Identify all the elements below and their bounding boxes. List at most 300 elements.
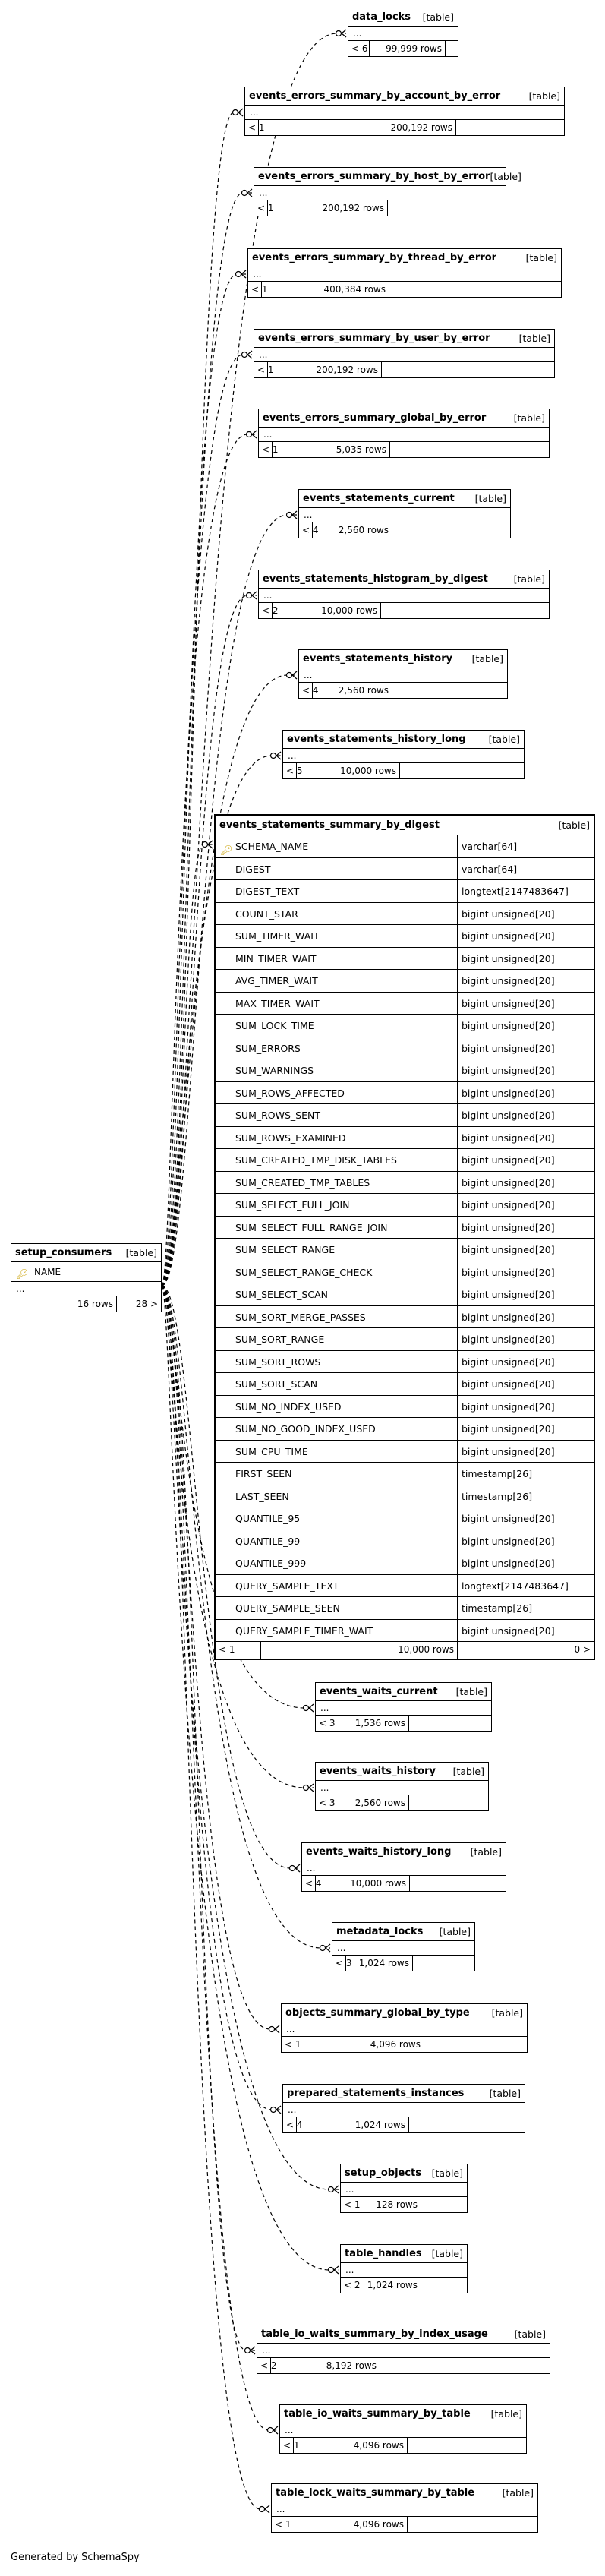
children-count	[389, 282, 561, 297]
column-name-cell	[216, 1059, 458, 1081]
table-type: [table]	[528, 90, 560, 102]
parents-count: < 4	[302, 1876, 316, 1891]
column-type: bigint unsigned[20]	[462, 975, 555, 987]
column-name-cell	[216, 1530, 458, 1552]
ellipsis-row: ...	[316, 1781, 488, 1795]
column-type: bigint unsigned[20]	[462, 908, 555, 920]
crowfoot-line	[295, 1868, 300, 1872]
crowfoot-line	[251, 2347, 255, 2350]
ellipsis-row: ...	[248, 267, 561, 282]
column-list	[216, 835, 594, 1642]
ellipsis-row: ...	[280, 2423, 526, 2438]
column-name: AVG_TIMER_WAIT	[235, 975, 318, 987]
column-name: DIGEST	[235, 863, 271, 875]
table-events-waits-history-long[interactable]	[301, 1842, 506, 1892]
column-row	[216, 1059, 594, 1082]
generated-by-note: Generated by SchemaSpy	[11, 2552, 140, 2563]
table-footer	[272, 2517, 537, 2532]
primary-key-icon: 🔑︎	[220, 845, 233, 857]
parents-count: < 3	[316, 1795, 329, 1810]
ellipsis-row: ...	[282, 2022, 527, 2037]
table-footer	[11, 1296, 161, 1312]
crowfoot-marker	[245, 2348, 251, 2353]
parents-count: < 1	[254, 200, 268, 216]
column-row	[216, 903, 594, 926]
parents-count: < 1	[341, 2197, 354, 2212]
crowfoot-line	[309, 1708, 314, 1712]
column-type: bigint unsigned[20]	[462, 1289, 555, 1300]
column-type: timestamp[26]	[462, 1602, 533, 1614]
crowfoot-marker	[336, 31, 342, 36]
crowfoot-marker	[271, 753, 276, 759]
column-type: bigint unsigned[20]	[462, 1065, 555, 1076]
ellipsis-row: ...	[11, 1282, 161, 1296]
crowfoot-marker	[247, 593, 252, 598]
children-count	[408, 2517, 537, 2532]
table-type: [table]	[431, 2248, 463, 2259]
table-name: prepared_statements_instances	[287, 2088, 465, 2099]
crowfoot-line	[265, 2505, 269, 2509]
table-name: events_statements_current	[303, 493, 455, 504]
crowfoot-line	[276, 756, 281, 759]
column-name: SUM_SELECT_RANGE	[235, 1244, 336, 1255]
table-table-lock-waits-summary-by-table[interactable]	[271, 2483, 538, 2533]
column-row	[216, 1261, 594, 1284]
column-type: bigint unsigned[20]	[462, 1535, 555, 1547]
table-events-statements-history[interactable]	[298, 649, 508, 699]
table-header	[248, 249, 561, 267]
children-count	[421, 2278, 467, 2293]
table-type: [table]	[513, 412, 545, 424]
table-footer	[302, 1876, 506, 1891]
column-name: SUM_ROWS_SENT	[235, 1110, 321, 1121]
table-name: setup_consumers	[15, 1247, 112, 1258]
crowfoot-line	[292, 515, 297, 519]
column-row	[216, 1441, 594, 1463]
column-row	[216, 1530, 594, 1553]
column-row	[216, 925, 594, 948]
table-footer	[283, 2117, 525, 2132]
ellipsis-row: ...	[272, 2502, 537, 2517]
table-name: events_statements_histogram_by_digest	[263, 573, 488, 585]
column-name: COUNT_STAR	[235, 908, 298, 920]
crowfoot-line	[208, 841, 213, 844]
table-events-statements-histogram-by-digest[interactable]	[258, 570, 550, 619]
column-row	[216, 1463, 594, 1485]
ellipsis-row: ...	[259, 428, 549, 442]
column-row	[216, 970, 594, 993]
table-header	[341, 2245, 467, 2263]
row-count: 10,000 rows	[316, 1876, 410, 1891]
row-count: 4,096 rows	[295, 2037, 424, 2052]
table-header	[299, 650, 507, 668]
column-type: varchar[64]	[462, 863, 518, 875]
crowfoot-line	[273, 2426, 278, 2430]
crowfoot-marker	[203, 842, 208, 848]
parents-count: < 1	[245, 120, 259, 135]
table-header	[332, 1923, 474, 1941]
column-name: SUM_ROWS_AFFECTED	[235, 1087, 345, 1099]
column-row	[216, 1239, 594, 1261]
ellipsis-row: ...	[245, 106, 564, 120]
crowfoot-line	[309, 1784, 314, 1788]
column-name: DIGEST_TEXT	[235, 886, 300, 897]
row-count: 2,560 rows	[313, 683, 392, 698]
column-name-cell	[216, 948, 458, 970]
crowfoot-line	[276, 752, 281, 756]
table-setup-objects[interactable]	[340, 2164, 468, 2213]
crowfoot-line	[247, 189, 252, 193]
table-events-statements-current[interactable]	[298, 489, 511, 538]
row-count: 4,096 rows	[294, 2438, 408, 2453]
children-count	[400, 763, 524, 778]
column-name-cell	[216, 1351, 458, 1373]
children-count	[409, 2117, 525, 2132]
table-events-errors-summary-by-user-by-error[interactable]	[254, 329, 555, 378]
column-name-cell	[216, 1597, 458, 1619]
table-header	[316, 1763, 488, 1781]
column-row	[216, 993, 594, 1015]
crowfoot-line	[326, 1948, 330, 1952]
table-table-handles[interactable]	[340, 2244, 468, 2293]
column-row	[216, 1306, 594, 1329]
children-count	[421, 2197, 467, 2212]
table-events-errors-summary-by-thread-by-error[interactable]	[247, 248, 562, 298]
table-header	[259, 409, 549, 428]
column-name: SUM_LOCK_TIME	[235, 1020, 314, 1031]
crowfoot-line	[275, 2029, 279, 2033]
table-name: events_errors_summary_by_user_by_error	[258, 333, 490, 344]
column-name-cell	[216, 1217, 458, 1239]
children-count	[413, 1956, 474, 1971]
column-name-cell	[216, 903, 458, 925]
column-type: bigint unsigned[20]	[462, 1154, 555, 1166]
parents-count: < 1	[259, 442, 273, 457]
column-name: SUM_SORT_MERGE_PASSES	[235, 1311, 366, 1323]
column-type: bigint unsigned[20]	[462, 1400, 555, 1413]
table-header	[257, 2325, 550, 2344]
children-count	[408, 2438, 526, 2453]
crowfoot-line	[252, 595, 257, 599]
table-footer	[282, 2037, 527, 2052]
column-name: MAX_TIMER_WAIT	[235, 997, 320, 1009]
table-type: [table]	[474, 493, 506, 504]
table-name: events_errors_summary_by_thread_by_error	[252, 252, 497, 264]
table-name: events_waits_current	[320, 1686, 438, 1697]
column-name: SUM_SORT_SCAN	[235, 1378, 318, 1390]
ellipsis-row: ...	[299, 668, 507, 683]
column-name: SUM_SORT_ROWS	[235, 1356, 321, 1368]
children-count	[392, 522, 510, 538]
column-name-cell	[216, 1194, 458, 1216]
table-footer	[316, 1795, 488, 1810]
column-name: SUM_ERRORS	[235, 1042, 301, 1054]
crowfoot-line	[326, 1944, 330, 1948]
table-type: [table]	[431, 2167, 463, 2179]
column-type: bigint unsigned[20]	[462, 1378, 555, 1390]
table-events-statements-summary-by-digest[interactable]	[214, 814, 595, 1660]
column-name: NAME	[34, 1267, 61, 1277]
pk-column-row	[11, 1262, 161, 1282]
column-name-cell	[216, 970, 458, 992]
column-name-cell	[216, 1620, 458, 1642]
crowfoot-line	[247, 193, 252, 197]
table-name: events_errors_summary_by_host_by_error	[258, 171, 490, 182]
column-name-cell	[216, 1373, 458, 1395]
parents-count: < 6	[348, 41, 370, 56]
column-row	[216, 1149, 594, 1172]
column-type: timestamp[26]	[462, 1468, 533, 1479]
table-type: [table]	[489, 2088, 521, 2099]
column-type: bigint unsigned[20]	[462, 1132, 555, 1144]
row-count: 4,096 rows	[285, 2517, 408, 2532]
column-name-cell	[216, 1575, 458, 1597]
column-name-cell	[216, 1104, 458, 1126]
column-row	[216, 948, 594, 971]
crowfoot-marker	[320, 1946, 326, 1951]
row-count: 8,192 rows	[271, 2358, 380, 2373]
table-metadata-locks[interactable]	[332, 1922, 475, 1971]
table-events-errors-summary-by-host-by-error[interactable]	[254, 167, 521, 216]
column-row	[216, 1104, 594, 1127]
parents-count	[11, 1296, 55, 1312]
column-name: SUM_NO_INDEX_USED	[235, 1400, 342, 1413]
column-name-cell	[216, 1261, 458, 1283]
table-type: [table]	[439, 1926, 471, 1937]
table-events-statements-history-long[interactable]	[282, 730, 525, 779]
ellipsis-row: ...	[283, 2103, 525, 2117]
table-header	[341, 2164, 467, 2183]
crowfoot-marker	[247, 432, 252, 437]
parents-count: < 2	[341, 2278, 354, 2293]
crowfoot-line	[295, 1864, 300, 1868]
table-footer	[216, 1642, 594, 1659]
table-footer	[341, 2197, 467, 2212]
column-row	[216, 1015, 594, 1037]
crowfoot-marker	[290, 1866, 295, 1871]
row-count: 10,000 rows	[297, 763, 400, 778]
table-footer	[316, 1716, 491, 1731]
column-row	[216, 1217, 594, 1239]
column-row	[216, 858, 594, 881]
table-type: [table]	[558, 819, 590, 831]
crowfoot-marker	[304, 1785, 309, 1791]
parents-count: < 5	[283, 763, 297, 778]
column-name: SCHEMA_NAME	[235, 841, 309, 852]
column-name: LAST_SEEN	[235, 1490, 289, 1502]
crowfoot-marker	[271, 2107, 276, 2113]
row-count: 10,000 rows	[273, 603, 381, 618]
table-prepared-statements-instances[interactable]	[282, 2084, 525, 2133]
crowfoot-line	[342, 30, 346, 33]
ellipsis-row: ...	[332, 1941, 474, 1956]
row-count: 16 rows	[55, 1296, 117, 1312]
table-name: events_waits_history	[320, 1766, 436, 1777]
table-data-locks[interactable]	[348, 8, 458, 57]
table-footer	[283, 763, 524, 778]
column-name-cell	[216, 1396, 458, 1418]
column-name: SUM_SELECT_RANGE_CHECK	[235, 1266, 373, 1278]
row-count: 200,192 rows	[268, 362, 382, 377]
column-type: bigint unsigned[20]	[462, 1423, 555, 1435]
column-type: bigint unsigned[20]	[462, 1199, 555, 1211]
table-header	[254, 330, 554, 348]
table-type: [table]	[490, 2408, 522, 2420]
table-events-errors-summary-by-account-by-error[interactable]	[244, 87, 565, 136]
table-objects-summary-global-by-type[interactable]	[281, 2003, 528, 2053]
crowfoot-marker	[242, 352, 247, 358]
crowfoot-line	[238, 109, 243, 112]
table-footer	[348, 41, 458, 56]
column-type: bigint unsigned[20]	[462, 930, 555, 942]
row-count: 1,536 rows	[329, 1716, 409, 1731]
column-name-cell	[216, 1149, 458, 1171]
column-name-cell	[216, 880, 458, 902]
column-type: longtext[2147483647]	[462, 1580, 569, 1592]
column-row	[216, 1172, 594, 1195]
column-type: bigint unsigned[20]	[462, 1042, 555, 1054]
column-type: bigint unsigned[20]	[462, 1244, 555, 1255]
column-type: bigint unsigned[20]	[462, 1311, 555, 1323]
table-type: [table]	[514, 2328, 546, 2340]
children-count	[446, 41, 458, 56]
crowfoot-marker	[236, 272, 241, 277]
parents-count: < 4	[283, 2117, 297, 2132]
parents-count: < 3	[332, 1956, 346, 1971]
crowfoot-line	[252, 434, 257, 438]
column-type: bigint unsigned[20]	[462, 997, 555, 1009]
column-row	[216, 1575, 594, 1598]
parents-count: < 1	[272, 2517, 285, 2532]
column-row	[216, 1552, 594, 1575]
ellipsis-row: ...	[283, 749, 524, 763]
table-type: [table]	[455, 1686, 487, 1697]
ellipsis-row: ...	[348, 27, 458, 41]
table-header	[283, 731, 524, 749]
table-name: events_statements_history_long	[287, 734, 466, 745]
crowfoot-line	[275, 2025, 279, 2029]
table-events-errors-summary-global-by-error[interactable]	[258, 409, 550, 458]
column-type: bigint unsigned[20]	[462, 1266, 555, 1278]
table-table-io-waits-summary-by-table[interactable]	[279, 2404, 527, 2454]
column-type: bigint unsigned[20]	[462, 1334, 555, 1345]
table-type: [table]	[488, 734, 520, 745]
column-row	[216, 1127, 594, 1150]
table-header	[316, 1683, 491, 1701]
table-header	[272, 2484, 537, 2502]
ellipsis-row: ...	[341, 2183, 467, 2197]
column-type: bigint unsigned[20]	[462, 1558, 555, 1569]
row-count: 200,192 rows	[268, 200, 388, 216]
row-count: 1,024 rows	[346, 1956, 413, 1971]
crowfoot-line	[342, 33, 346, 37]
crowfoot-line	[334, 2270, 339, 2274]
column-type: bigint unsigned[20]	[462, 1513, 555, 1524]
column-type: bigint unsigned[20]	[462, 1445, 555, 1457]
crowfoot-marker	[269, 2027, 275, 2032]
column-name: QUANTILE_99	[235, 1535, 301, 1547]
table-header	[254, 168, 521, 186]
crowfoot-line	[241, 274, 246, 278]
table-events-waits-history[interactable]	[315, 1762, 489, 1811]
column-row	[216, 1485, 594, 1508]
table-footer	[299, 683, 507, 698]
table-header	[280, 2405, 526, 2423]
table-footer	[254, 362, 554, 377]
crowfoot-line	[238, 112, 243, 116]
children-count	[410, 1876, 506, 1891]
table-events-waits-current[interactable]	[315, 1682, 492, 1732]
crowfoot-line	[241, 270, 246, 274]
children-count	[409, 1716, 491, 1731]
table-name: metadata_locks	[336, 1926, 424, 1937]
crowfoot-line	[247, 351, 252, 355]
children-count	[392, 683, 507, 698]
crowfoot-line	[292, 671, 297, 675]
row-count: 2,560 rows	[313, 522, 392, 538]
crowfoot-marker	[329, 2268, 334, 2273]
column-name-cell	[216, 1127, 458, 1149]
table-type: [table]	[125, 1247, 157, 1258]
table-header	[245, 87, 564, 106]
parents-count: < 1	[254, 362, 268, 377]
crowfoot-line	[247, 355, 252, 358]
table-name: events_waits_history_long	[306, 1846, 452, 1858]
table-name: table_handles	[345, 2248, 422, 2259]
crowfoot-line	[208, 844, 213, 848]
parents-count: < 3	[316, 1716, 329, 1731]
table-type: [table]	[518, 333, 550, 344]
crowfoot-marker	[287, 513, 292, 518]
crowfoot-line	[252, 592, 257, 595]
column-type: bigint unsigned[20]	[462, 1624, 555, 1637]
table-setup-consumers[interactable]	[11, 1243, 162, 1312]
crowfoot-line	[273, 2430, 278, 2434]
column-row	[216, 835, 594, 858]
crowfoot-line	[309, 1704, 314, 1708]
crowfoot-line	[276, 2110, 281, 2114]
crowfoot-marker	[304, 1706, 309, 1711]
row-count: 99,999 rows	[370, 41, 446, 56]
crowfoot-line	[309, 1788, 314, 1792]
column-name-cell	[216, 1328, 458, 1350]
column-name-cell	[216, 1239, 458, 1261]
column-name: QUERY_SAMPLE_TEXT	[235, 1580, 339, 1592]
table-footer	[259, 442, 549, 457]
crowfoot-line	[265, 2509, 269, 2513]
children-count	[424, 2037, 527, 2052]
primary-key-icon: 🔑︎	[16, 1269, 29, 1280]
table-header	[283, 2085, 525, 2103]
crowfoot-line	[334, 2266, 339, 2270]
row-count: 1,024 rows	[297, 2117, 409, 2132]
column-name-cell	[216, 925, 458, 947]
column-name-cell	[216, 1485, 458, 1507]
crowfoot-line	[334, 2189, 339, 2193]
table-footer	[248, 282, 561, 297]
column-name-cell	[216, 1172, 458, 1194]
table-name: table_io_waits_summary_by_index_usage	[261, 2328, 488, 2340]
column-row	[216, 880, 594, 903]
table-footer	[245, 120, 564, 135]
column-name-cell	[216, 1507, 458, 1530]
table-type: [table]	[502, 2487, 534, 2499]
column-name-cell	[216, 1283, 458, 1305]
table-table-io-waits-summary-by-index-usage[interactable]	[257, 2325, 550, 2374]
table-footer	[341, 2278, 467, 2293]
column-name-cell	[216, 1463, 458, 1485]
row-count: 1,024 rows	[354, 2278, 421, 2293]
